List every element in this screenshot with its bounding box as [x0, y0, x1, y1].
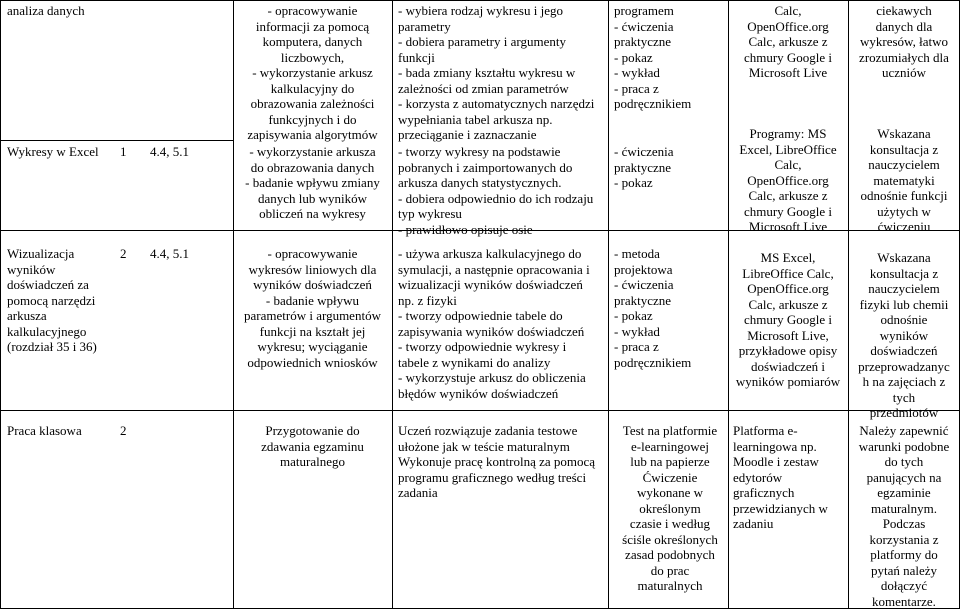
topic-cell: Wizualizacja wyników doświadczeń za pomocą narzędzi arkusza kalkulacyjnego (rozdział 35 i 36) [7, 246, 97, 354]
skills-cell: Przygotowanie do zdawania egzaminu maturalnego [261, 423, 364, 469]
student-cell: - wybiera rodzaj wykresu i jego parametry - dobiera parametry i argumenty funkcji - bada zmiany kształtu wykresu w zależności od zmian parametrów - korzysta z automatycznych narzędzi wypełniania tabel arkusza np. przeciąganie i zaznaczanie [398, 3, 595, 142]
methods-cell: Test na platformie e-learningowej lub na papierze Ćwiczenie wykonane w określonym czasie i według ściśle określonych zasad podobnych do prac maturalnych [622, 423, 718, 593]
hours-cell: 1 [120, 144, 127, 159]
tools-cell: Platforma e- learningowa np. Moodle i zestaw edytorów graficznych przewidzianych w zadaniu [733, 423, 828, 531]
topic-cell: Wykresy w Excel [7, 144, 99, 159]
student-cell: - tworzy wykresy na podstawie pobranych i zaimportowanych do arkusza danych statystycznych. - dobiera odpowiednio do ich rodzaju typ wykresu - prawidłowo opisuje osie [398, 144, 594, 237]
tools-cell: MS Excel, LibreOffice Calc, OpenOffice.org Calc, arkusze z chmury Google i Microsoft Live, przykładowe opisy doświadczeń i wyników pomiarów [735, 250, 841, 389]
topic-cell: Praca klasowa [7, 423, 82, 438]
skills-cell: - wykorzystanie arkusza do obrazowania danych - badanie wpływu zmiany danych lub wyników obliczeń na wykresy [245, 144, 380, 221]
notes-cell: Należy zapewnić warunki podobne do tych panujących na egzaminie maturalnym. Podczas korzystania z platformy do pytań należy dołączyć komentarze. [858, 423, 950, 609]
student-cell: - używa arkusza kalkulacyjnego do symulacji, a następnie opracowania i wizualizacji wyników doświadczeń np. z fizyki - tworzy odpowiednie tabele do zapisywania wyników doświadczeń - tworzy odpowiednie wykresy i tabele z wynikami do analizy - wykorzystuje arkusz do obliczenia błędów wyników doświadczeń [398, 246, 590, 401]
hours-cell: 2 [120, 423, 127, 438]
methods-cell: programem - ćwiczenia praktyczne - pokaz - wykład - praca z podręcznikiem [614, 3, 692, 111]
requirements-cell: 4.4, 5.1 [150, 144, 189, 159]
tools-cell: Programy: MS Excel, LibreOffice Calc, OpenOffice.org Calc, arkusze z chmury Google i Microsoft Live [739, 126, 837, 234]
notes-cell: ciekawych danych dla wykresów, łatwo zrozumiałych dla uczniów [859, 3, 949, 80]
methods-cell: - ćwiczenia praktyczne - pokaz [614, 144, 674, 190]
skills-cell: - opracowywanie wykresów liniowych dla wyników doświadczeń - badanie wpływu parametrów i argumentów funkcji na kształt jej wykresu; wyciąganie odpowiednich wniosków [244, 246, 381, 370]
student-cell: Uczeń rozwiązuje zadania testowe ułożone jak w teście maturalnym Wykonuje pracę kontrolną za pomocą programu graficznego według treści zadania [398, 423, 596, 500]
hours-cell: 2 [120, 246, 127, 261]
notes-cell: Wskazana konsultacja z nauczycielem fizyki lub chemii odnośnie wyników doświadczeń przeprowadzanyc h na zajęciach z tych przedmiotów [858, 250, 950, 420]
notes-cell: Wskazana konsultacja z nauczycielem matematyki odnośnie funkcji użytych w ćwiczeniu [860, 126, 948, 234]
tools-cell: Calc, OpenOffice.org Calc, arkusze z chmury Google i Microsoft Live [743, 3, 833, 80]
methods-cell: - metoda projektowa - ćwiczenia praktyczne - pokaz - wykład - praca z podręcznikiem [614, 246, 692, 370]
topic-cell: analiza danych [7, 3, 85, 18]
skills-cell: - opracowywanie informacji za pomocą komputera, danych liczbowych, - wykorzystanie arkusz kalkulacyjny do obrazowania zależności funkcyjnych i do zapisywania algorytmów [247, 3, 378, 142]
requirements-cell: 4.4, 5.1 [150, 246, 189, 261]
